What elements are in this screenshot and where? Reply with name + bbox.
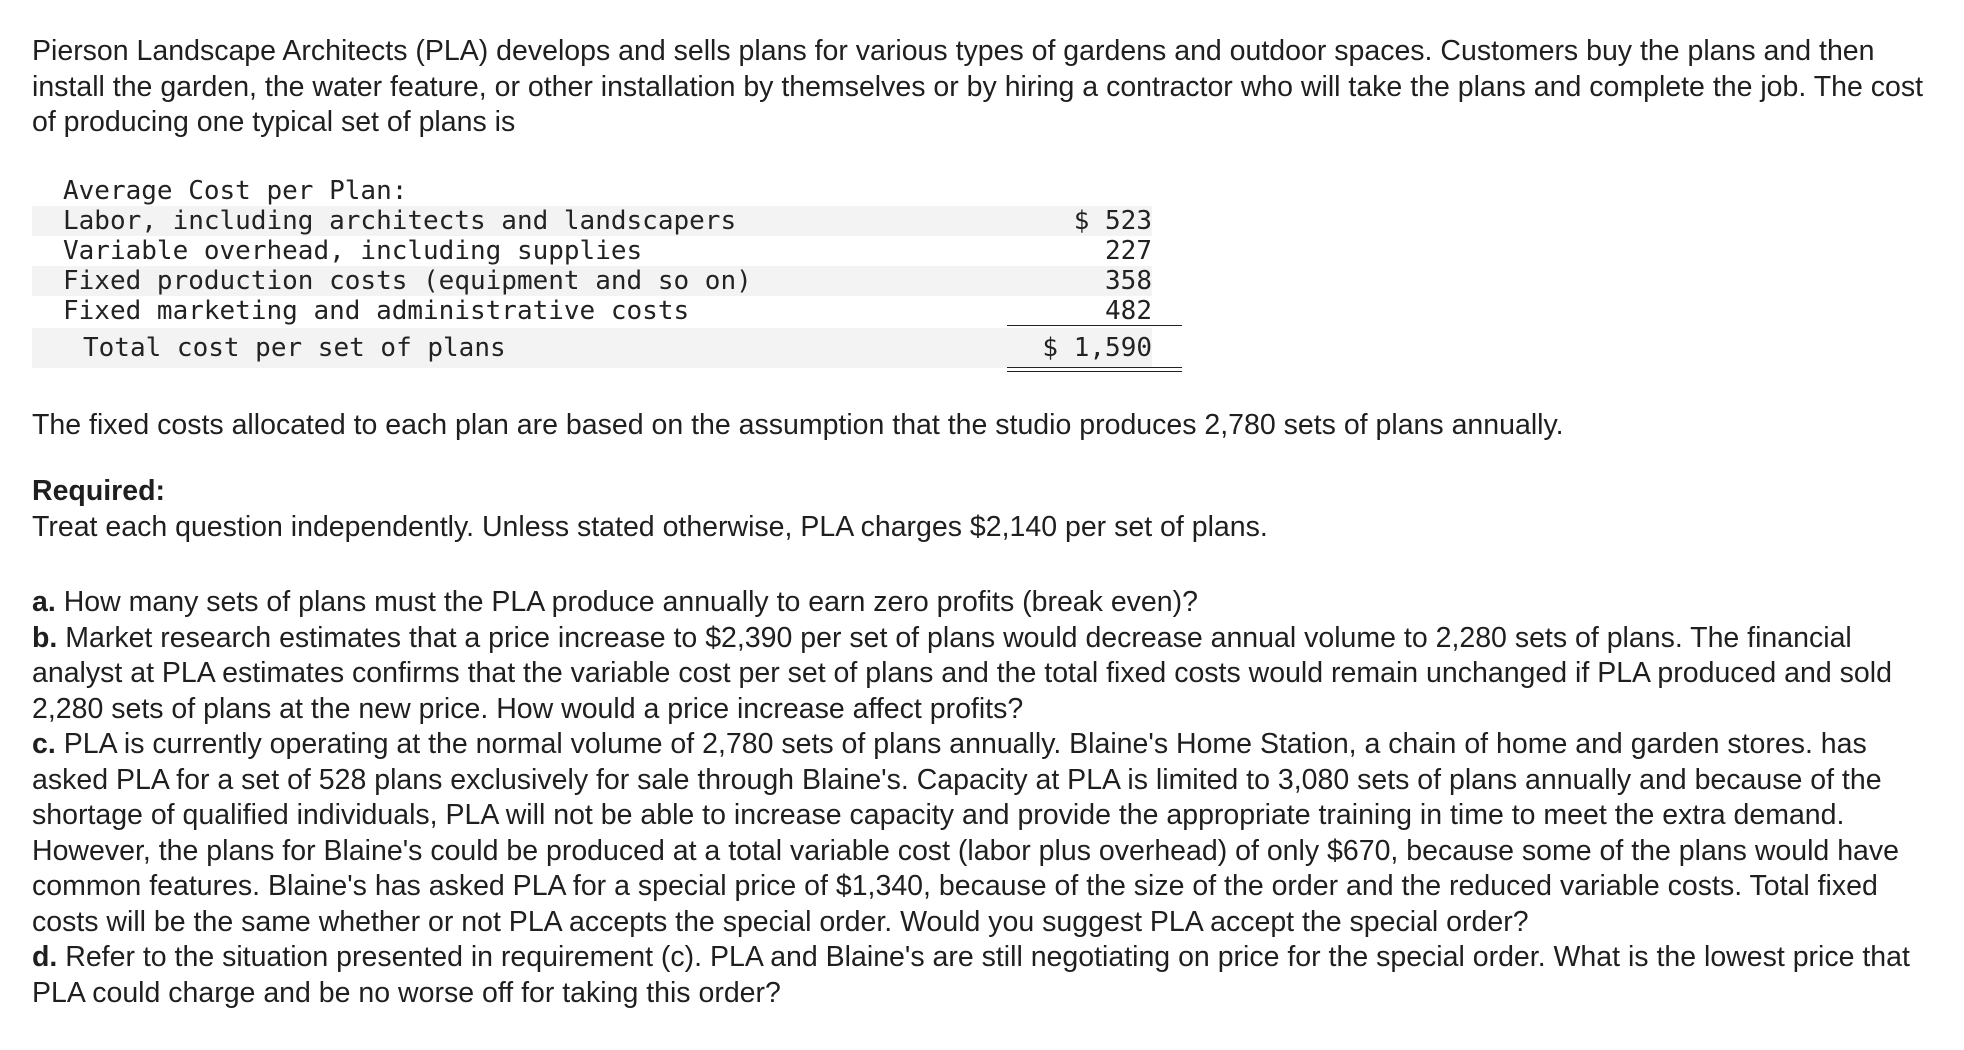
question-letter: a. [32,586,56,618]
cost-row-amount: $ 523 [1073,206,1152,236]
cost-row-label: Variable overhead, including supplies [63,236,643,266]
cost-row-fixed-marketing [32,296,1152,326]
question-b [32,621,1932,728]
cost-row-amount: 227 [1105,236,1152,266]
question-text: Market research estimates that a price increase to $2,390 per set of plans would decrease annual volume to 2,280 sets of plans. The financial analyst at PLA estimates confirms that the variable cost per set of plans and the total fixed costs would remain unchanged if PLA produced and sold 2,280 sets of plans at the new price. How would a price increase affect profits? [32,621,1892,725]
intro-paragraph: Pierson Landscape Architects (PLA) develops and sells plans for various types of gardens and outdoor spaces. Customers buy the plans and then install the garden, the water feature, or other installation by themselves or by hiring a contractor who will take the plans and complete the job. The cost of producing one typical set of plans is [32,35,1924,138]
question-c [32,727,1932,940]
question-d [32,940,1932,1011]
cost-table-heading-row [32,176,1152,206]
required-section [32,474,1932,545]
question-a [32,585,1932,621]
question-text: How many sets of plans must the PLA produce annually to earn zero profits (break even)? [63,586,1198,618]
cost-table-heading: Average Cost per Plan: [63,176,408,206]
required-instruction: Treat each question independently. Unless stated otherwise, PLA charges $2,140 per set of plans. [32,510,1268,543]
cost-row-label: Labor, including architects and landscapers [63,206,737,236]
cost-table [32,176,1152,368]
cost-row-label: Fixed production costs (equipment and so on) [63,266,752,296]
cost-row-label: Fixed marketing and administrative costs [63,296,690,326]
question-letter: c. [32,728,56,760]
cost-row-amount: 482 [1105,296,1152,326]
question-text: Refer to the situation presented in requirement (c). PLA and Blaine's are still negotiating on price for the special order. What is the lowest price that PLA could charge and be no worse off for taking this order? [32,941,1910,1009]
cost-row-total [32,328,1152,368]
required-heading: Required: [32,475,166,507]
cost-row-amount: 358 [1105,266,1152,296]
fixed-cost-note: The fixed costs allocated to each plan are based on the assumption that the studio produces 2,780 sets of plans annually. [32,409,1564,441]
cost-row-fixed-production [32,266,1152,296]
question-letter: d. [32,941,58,973]
question-letter: b. [32,621,58,654]
cost-total-amount: $ 1,590 [1042,333,1152,363]
question-text: PLA is currently operating at the normal volume of 2,780 sets of plans annually. Blaine's Home Station, a chain of home and garden stores. has asked PLA for a set of 528 plans exclusively for sale through Blaine's. Capacity at PLA is limited to 3,080 sets of plans annually and because of the shortage of qualified individuals, PLA will not be able to increase capacity and provide the appropriate training in time to meet the extra demand. However, the plans for Blaine's could be produced at a total variable cost (labor plus overhead) of only $670, because some of the plans would have common features. Blaine's has asked PLA for a special price of $1,340, because of the size of the order and the reduced variable costs. Total fixed costs will be the same whether or not PLA accepts the special order. Would you suggest PLA accept the special order? [32,728,1900,938]
questions-list [32,585,1932,1011]
cost-total-label: Total cost per set of plans [83,333,506,363]
cost-row-variable-overhead [32,236,1152,266]
cost-row-labor [32,206,1152,236]
